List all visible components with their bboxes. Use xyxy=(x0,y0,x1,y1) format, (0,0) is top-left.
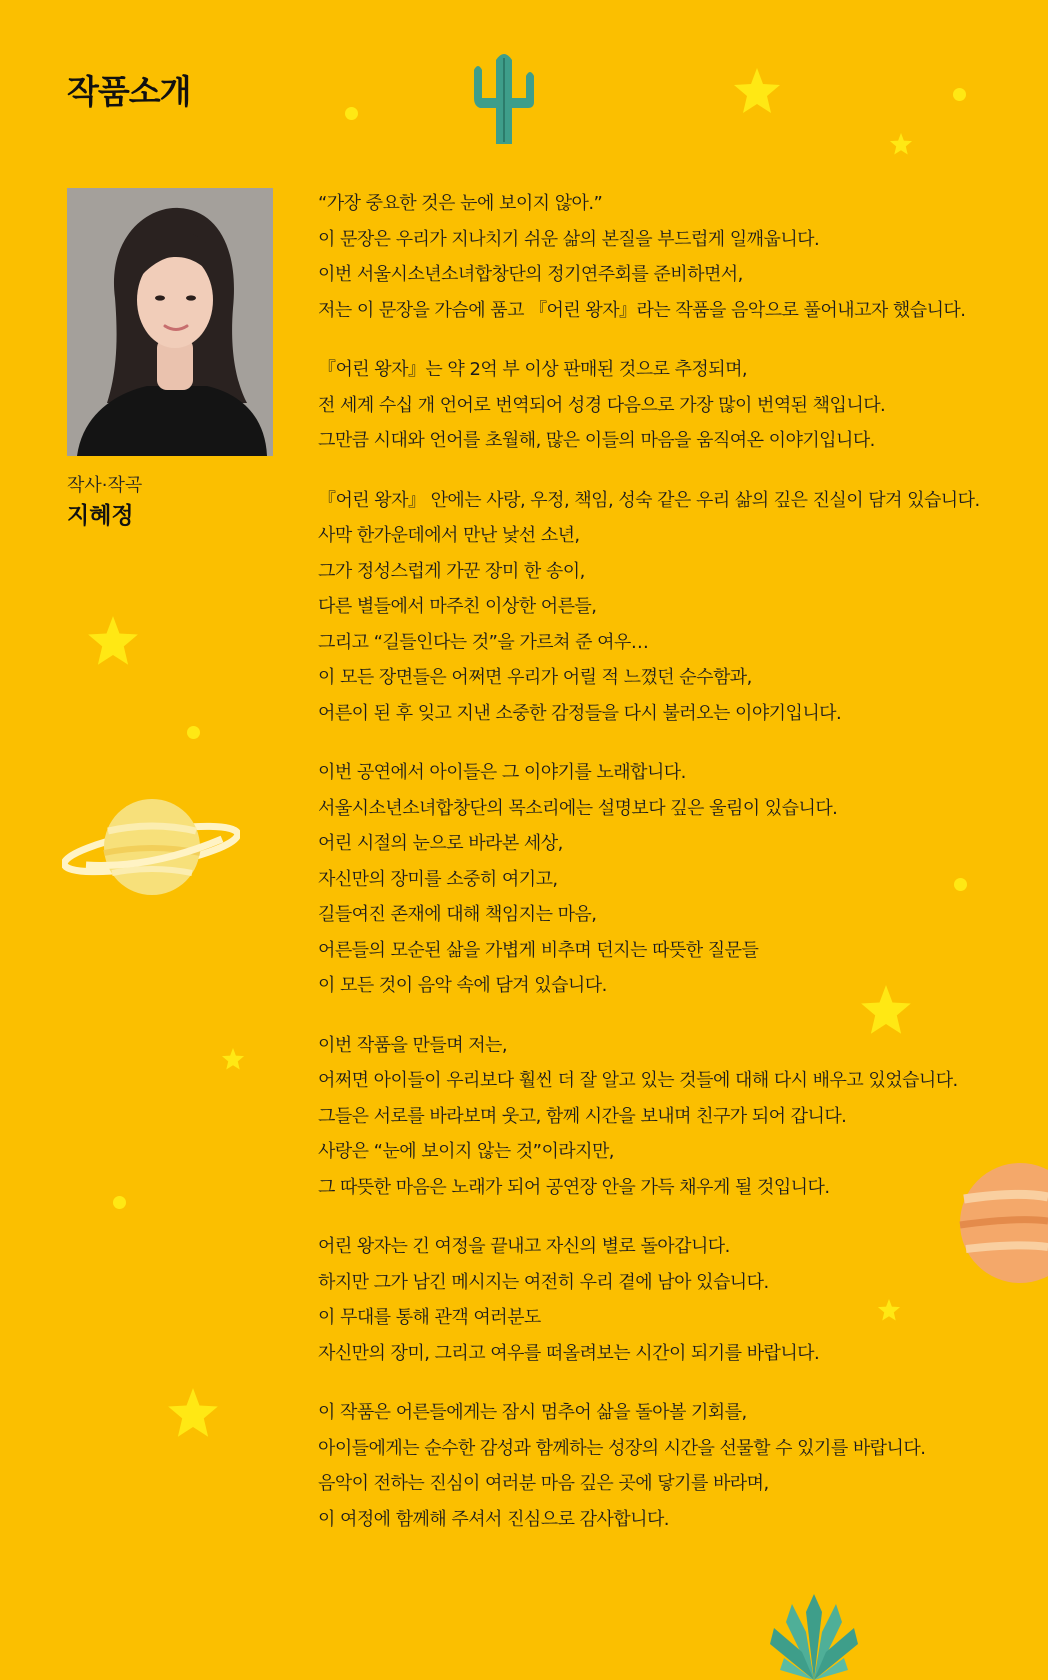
star-icon xyxy=(221,1047,245,1071)
dot-icon xyxy=(345,107,358,120)
text-line: 어린 왕자는 긴 여정을 끝내고 자신의 별로 돌아갑니다. xyxy=(318,1236,730,1257)
text-line: 사랑은 “눈에 보이지 않는 것”이라지만, xyxy=(318,1141,614,1162)
text-line: 『어린 왕자』는 약 2억 부 이상 판매된 것으로 추정되며, xyxy=(318,359,748,380)
text-line: 어른이 된 후 잊고 지낸 소중한 감정들을 다시 불러오는 이야기입니다. xyxy=(318,702,842,724)
star-icon xyxy=(166,1386,220,1440)
star-icon xyxy=(889,132,913,156)
text-line: 그리고 “길들인다는 것”을 가르쳐 준 여우… xyxy=(318,631,649,653)
paragraph xyxy=(318,1028,1018,1206)
text-line: 자신만의 장미를 소중히 여기고, xyxy=(318,868,558,890)
dot-icon xyxy=(953,88,966,101)
text-line: 전 세계 수십 개 언어로 번역되어 성경 다음으로 가장 많이 번역된 책입니다. xyxy=(318,394,886,416)
text-line: 그 따뜻한 마음은 노래가 되어 공연장 안을 가득 채우게 될 것입니다. xyxy=(318,1176,830,1198)
text-line: 아이들에게는 순수한 감성과 함께하는 성장의 시간을 선물할 수 있기를 바랍니다. xyxy=(318,1437,926,1459)
text-line: 이번 작품을 만들며 저는, xyxy=(318,1034,508,1056)
intro-text xyxy=(318,186,1018,1561)
text-line: 어쩌면 아이들이 우리보다 훨씬 더 잘 알고 있는 것들에 대해 다시 배우고 있었습니다. xyxy=(318,1070,958,1091)
dot-icon xyxy=(113,1196,126,1209)
paragraph xyxy=(318,1229,1018,1371)
text-line: “가장 중요한 것은 눈에 보이지 않아.” xyxy=(318,193,603,214)
text-line: 저는 이 문장을 가슴에 품고 『어린 왕자』라는 작품을 음악으로 풀어내고자 했습니다. xyxy=(318,299,966,321)
author-name: 지혜정 xyxy=(67,503,134,529)
planet-icon xyxy=(62,795,240,899)
planet-icon xyxy=(958,1163,1048,1283)
text-line: 그들은 서로를 바라보며 웃고, 함께 시간을 보내며 친구가 되어 갑니다. xyxy=(318,1105,847,1127)
text-line: 이 무대를 통해 관객 여러분도 xyxy=(318,1307,541,1328)
paragraph xyxy=(318,186,1018,328)
text-line: 『어린 왕자』 안에는 사랑, 우정, 책임, 성숙 같은 우리 삶의 깊은 진실이 담겨 있습니다. xyxy=(318,489,980,511)
paragraph xyxy=(318,1395,1018,1537)
dot-icon xyxy=(954,878,967,891)
star-icon xyxy=(86,614,140,668)
text-line: 그만큼 시대와 언어를 초월해, 많은 이들의 마음을 움직여온 이야기입니다. xyxy=(318,430,875,451)
star-icon xyxy=(859,983,913,1037)
text-line: 자신만의 장미, 그리고 여우를 떠올려보는 시간이 되기를 바랍니다. xyxy=(318,1342,820,1364)
page-title: 작품소개 xyxy=(67,72,191,111)
text-line: 이 모든 것이 음악 속에 담겨 있습니다. xyxy=(318,975,607,996)
text-line: 하지만 그가 남긴 메시지는 여전히 우리 곁에 남아 있습니다. xyxy=(318,1271,769,1293)
cactus-icon xyxy=(466,46,542,146)
paragraph xyxy=(318,755,1018,1004)
text-line: 다른 별들에서 마주친 이상한 어른들, xyxy=(318,596,597,617)
text-line: 이 여정에 함께해 주셔서 진심으로 감사합니다. xyxy=(318,1508,669,1530)
text-line: 길들여진 존재에 대해 책임지는 마음, xyxy=(318,904,597,925)
star-icon xyxy=(732,66,782,116)
text-line: 그가 정성스럽게 가꾼 장미 한 송이, xyxy=(318,560,585,582)
text-line: 이 문장은 우리가 지나치기 쉬운 삶의 본질을 부드럽게 일깨웁니다. xyxy=(318,228,820,250)
text-line: 음악이 전하는 진심이 여러분 마음 깊은 곳에 닿기를 바라며, xyxy=(318,1473,769,1494)
text-line: 이 작품은 어른들에게는 잠시 멈추어 삶을 돌아볼 기회를, xyxy=(318,1402,747,1423)
text-line: 이번 공연에서 아이들은 그 이야기를 노래합니다. xyxy=(318,762,686,783)
star-icon xyxy=(877,1298,901,1322)
author-portrait xyxy=(67,188,273,456)
text-line: 서울시소년소녀합창단의 목소리에는 설명보다 깊은 울림이 있습니다. xyxy=(318,797,838,819)
paragraph xyxy=(318,352,1018,459)
text-line: 사막 한가운데에서 만난 낯선 소년, xyxy=(318,525,580,546)
succulent-icon xyxy=(766,1592,862,1680)
paragraph xyxy=(318,483,1018,732)
author-role: 작사·작곡 xyxy=(67,475,143,496)
text-line: 어른들의 모순된 삶을 가볍게 비추며 던지는 따뜻한 질문들 xyxy=(318,939,759,961)
text-line: 이번 서울시소년소녀합창단의 정기연주회를 준비하면서, xyxy=(318,264,743,285)
text-line: 이 모든 장면들은 어쩌면 우리가 어릴 적 느꼈던 순수함과, xyxy=(318,667,752,688)
dot-icon xyxy=(187,726,200,739)
text-line: 어린 시절의 눈으로 바라본 세상, xyxy=(318,833,563,854)
